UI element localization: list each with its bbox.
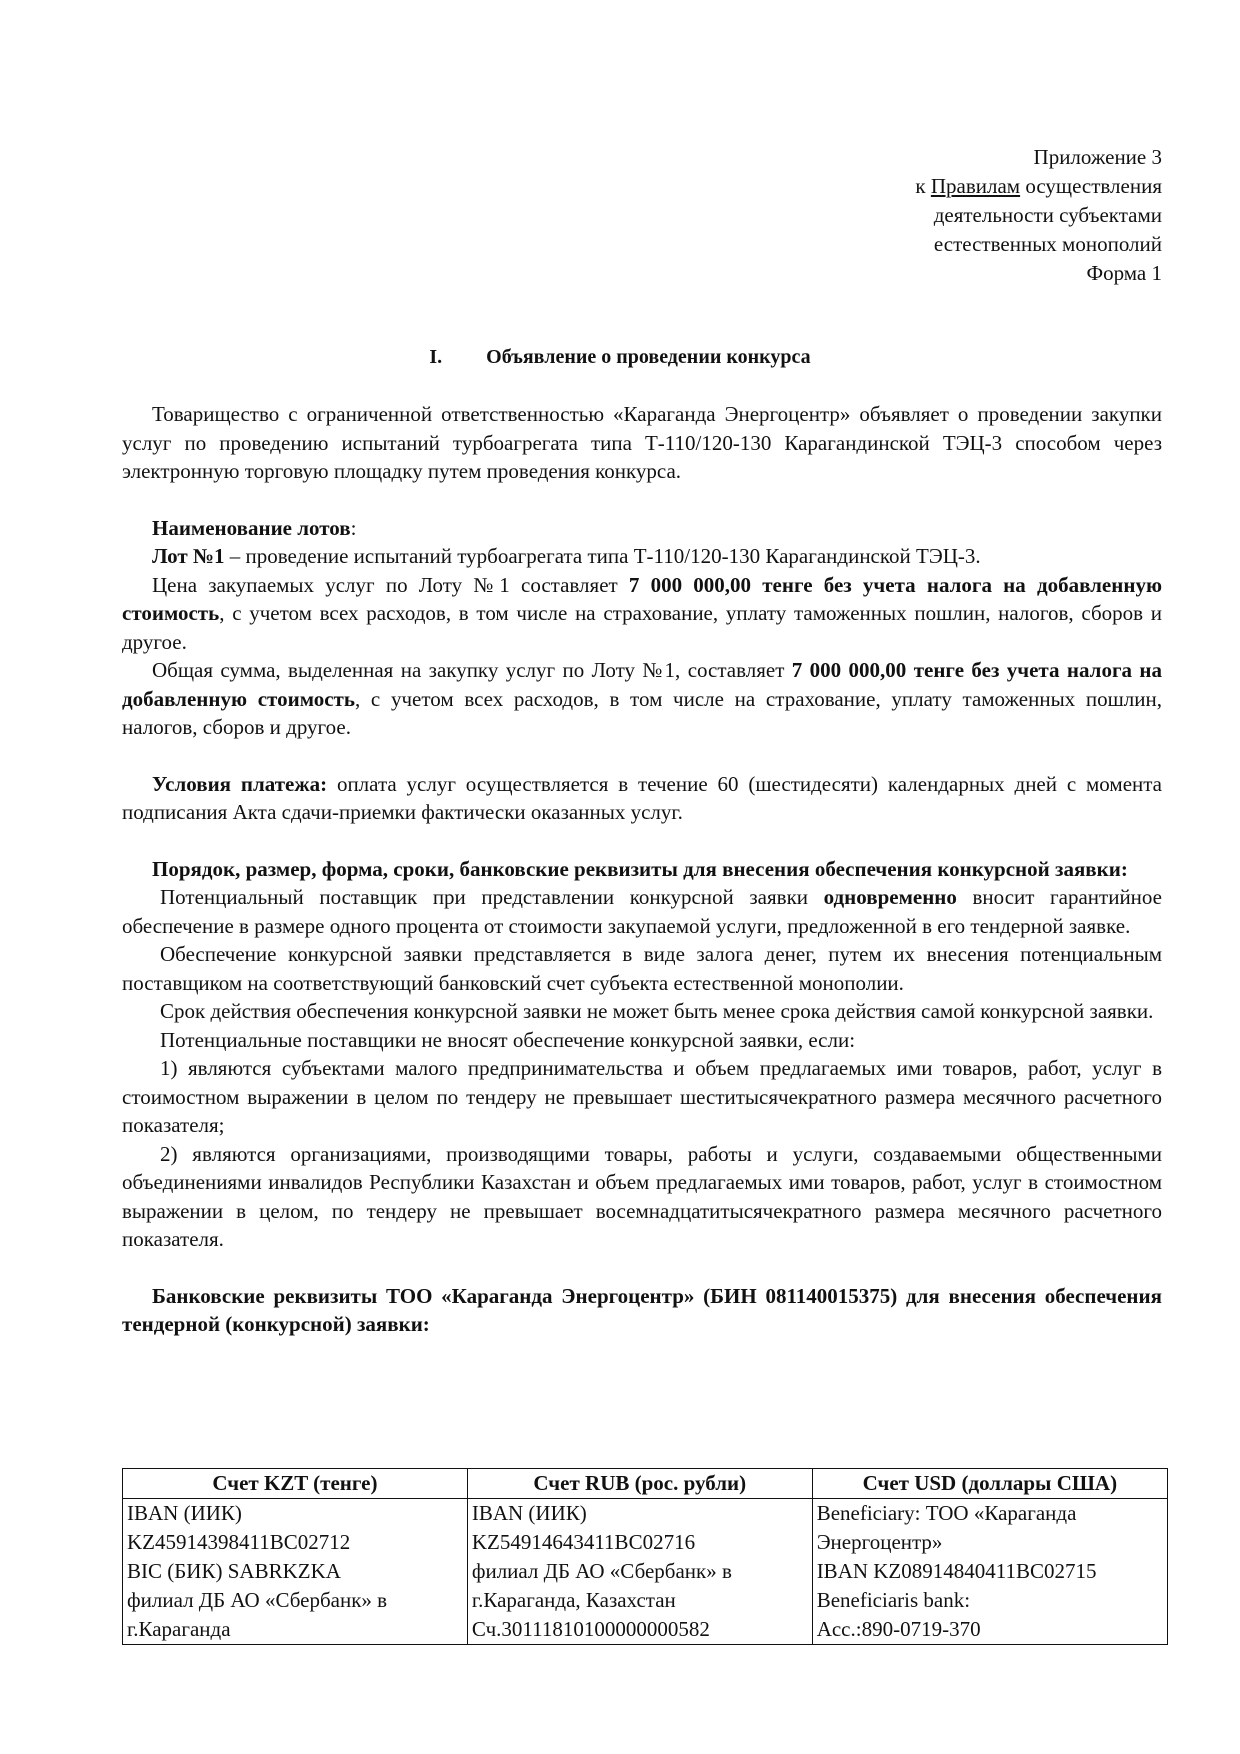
appendix-number: Приложение 3 bbox=[1033, 145, 1162, 169]
section-number: I. bbox=[429, 346, 443, 368]
security-paragraph-2: Обеспечение конкурсной заявки представляется в виде залога денег, путем их внесения потенциальным поставщиком на соответствующий банковский счет субъекта естественной монополии. bbox=[122, 942, 1162, 995]
kzt-city: г.Караганда bbox=[127, 1617, 231, 1641]
appendix-line4: естественных монополий bbox=[933, 232, 1162, 256]
kzt-line: IBAN (ИИК) bbox=[127, 1501, 242, 1525]
appendix-rules-line bbox=[642, 172, 1162, 201]
total-suffix: , с учетом всех расходов, в том числе на страхование, уплату таможенных пошлин, налогов, сборов и другое. bbox=[122, 686, 1162, 739]
lot1-label: Лот №1 bbox=[152, 544, 225, 568]
price-amount: 7 000 000,00 тенге без учета налога на добавленную стоимость bbox=[122, 572, 1162, 625]
payment-label: Условия платежа bbox=[152, 771, 321, 796]
bank-heading-text: Банковские реквизиты ТОО «Караганда Энергоцентр» (БИН 081140015375) для внесения обеспечения тендерной (конкурсной) заявки: bbox=[122, 1283, 1162, 1336]
colon: : bbox=[350, 515, 357, 540]
security-paragraph-1 bbox=[122, 883, 1162, 940]
usd-account: Acc.:890-0719-370 bbox=[816, 1617, 981, 1641]
rub-city: г.Караганда, Казахстан bbox=[471, 1588, 676, 1612]
column-header-kzt: Счет KZT (тенге) bbox=[123, 1469, 468, 1499]
kzt-cell bbox=[123, 1499, 468, 1645]
p1-suffix: вносит гарантийное обеспечение в размере одного процента от стоимости закупаемой услуги, предложенной в его тендерной заявке. bbox=[122, 885, 1162, 938]
payment-paragraph bbox=[122, 770, 1162, 827]
usd-beneficiary: Beneficiary: ТОО «Караганда bbox=[816, 1501, 1077, 1525]
rub-iban: KZ54914643411BC02716 bbox=[471, 1530, 696, 1554]
appendix-line3: деятельности субъектами bbox=[933, 203, 1162, 227]
total-amount: 7 000 000,00 тенге без учета налога на добавленную стоимость bbox=[122, 658, 1162, 711]
security-paragraph-4: Потенциальные поставщики не вносят обеспечение конкурсной заявки, если: bbox=[160, 1027, 856, 1052]
appendix-suffix: осуществления bbox=[1020, 174, 1162, 198]
p1-prefix: Потенциальный поставщик при представлении конкурсной заявки bbox=[160, 885, 824, 909]
rub-bank: филиал ДБ АО «Сбербанк» в bbox=[471, 1559, 732, 1583]
usd-bank-label: Beneficiaris bank: bbox=[816, 1588, 971, 1612]
lot1-paragraph bbox=[122, 542, 1162, 571]
security-heading bbox=[122, 855, 1162, 884]
form-number: Форма 1 bbox=[1086, 261, 1162, 285]
kzt-bic: BIC (БИК) SABRKZKA bbox=[127, 1559, 341, 1583]
rub-line: IBAN (ИИК) bbox=[471, 1501, 587, 1525]
table-header-row bbox=[123, 1469, 1168, 1499]
kzt-iban: KZ45914398411BC02712 bbox=[127, 1530, 351, 1554]
total-prefix: Общая сумма, выделенная на закупку услуг по Лоту №1, составляет bbox=[152, 658, 792, 682]
colon: : bbox=[320, 771, 328, 796]
rub-cell bbox=[467, 1499, 812, 1645]
exemption-item-2: 2) являются организациями, производящими товары, работы и услуги, создаваемыми общественными объединениями инвалидов Республики Казахстан и объем предлагаемых ими товаров, работ, услуг в стоимостном выражении в целом, по тендеру не превышает восемнадцатитысячекратного размера месячного расчетного показателя. bbox=[122, 1141, 1162, 1251]
bank-details-table bbox=[122, 1468, 1168, 1645]
section-title-text: Объявление о проведении конкурса bbox=[486, 346, 811, 368]
usd-beneficiary-cont: Энергоцентр» bbox=[816, 1530, 943, 1554]
exemption-item-1: 1) являются субъектами малого предпринимательства и объем предлагаемых ими товаров, работ, услуг в стоимостном выражении в целом по тендеру не превышает шеститысячекратного размера месячного расчетного показателя; bbox=[122, 1056, 1162, 1137]
payment-text: оплата услуг осуществляется в течение 60 (шестидесяти) календарных дней с момента подписания Акта сдачи-приемки фактически оказанных услуг. bbox=[122, 771, 1163, 824]
usd-cell bbox=[812, 1499, 1167, 1645]
rules-link[interactable]: Правилам bbox=[930, 174, 1021, 198]
security-paragraph-3: Срок действия обеспечения конкурсной заявки не может быть менее срока действия самой конкурсной заявки. bbox=[160, 999, 1154, 1023]
usd-iban: IBAN KZ08914840411BC02715 bbox=[816, 1559, 1097, 1583]
security-heading-text: Порядок, размер, форма, сроки, банковские реквизиты для внесения обеспечения конкурсной заявки: bbox=[152, 856, 1128, 881]
appendix-prefix: к bbox=[915, 174, 931, 198]
price-suffix: , с учетом всех расходов, в том числе на страхование, уплату таможенных пошлин, налогов, сборов и другое. bbox=[122, 601, 1162, 654]
appendix-header bbox=[642, 143, 1162, 288]
total-paragraph bbox=[122, 656, 1162, 742]
bank-heading bbox=[122, 1282, 1162, 1339]
column-header-usd: Счет USD (доллары США) bbox=[812, 1469, 1167, 1499]
kzt-bank: филиал ДБ АО «Сбербанк» в bbox=[127, 1588, 388, 1612]
table-row bbox=[123, 1499, 1168, 1645]
rub-account: Сч.30111810100000000582 bbox=[471, 1617, 710, 1641]
lots-heading-text: Наименование лотов bbox=[152, 515, 351, 540]
section-title bbox=[0, 346, 1240, 369]
p1-bold: одновременно bbox=[823, 885, 957, 909]
intro-paragraph: Товарищество с ограниченной ответственностью «Караганда Энергоцентр» объявляет о проведении закупки услуг по проведению испытаний турбоагрегата типа Т-110/120-130 Карагандинской ТЭЦ-3 способом через электронную торговую площадку путем проведения конкурса. bbox=[122, 402, 1162, 483]
column-header-rub: Счет RUB (рос. рубли) bbox=[467, 1469, 812, 1499]
lots-heading bbox=[122, 514, 1162, 543]
price-prefix: Цена закупаемых услуг по Лоту №1 составляет bbox=[152, 572, 629, 597]
document-body bbox=[122, 400, 1162, 1339]
lot1-text: – проведение испытаний турбоагрегата типа Т-110/120-130 Карагандинской ТЭЦ-3. bbox=[224, 544, 981, 568]
price-paragraph bbox=[122, 571, 1162, 657]
